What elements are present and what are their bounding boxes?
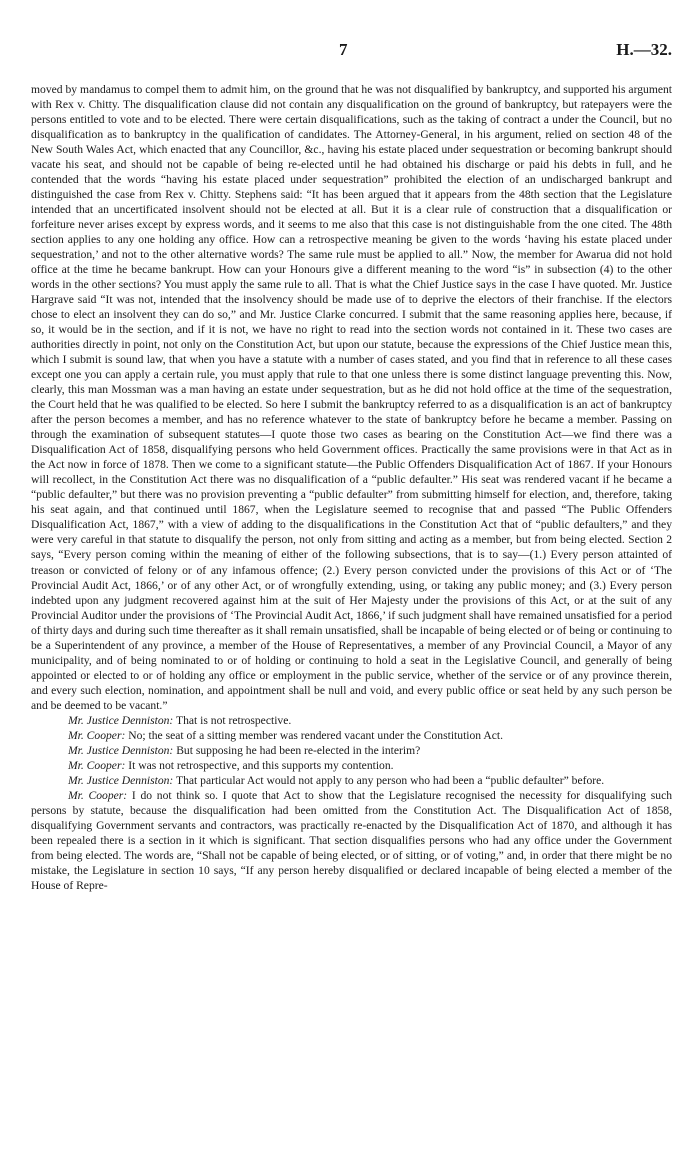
page-header bbox=[0, 40, 700, 66]
body-text bbox=[31, 82, 672, 893]
paragraph-text: I do not think so. I quote that Act to show that the Legislature recognised the necessity for disqualifying such persons by statute, because the disqualification had been omitted from the Constitution Act. The Disqualification Act of 1858, disqualifying Government servants and contractors, was practically re-enacted by the Disqualification Act of 1870, and although it has been repealed there is a section in it which is significant. That section disqualifies persons who had any office under the Government from being elected. The words are, “Shall not be capable of being elected, or of sitting, or of voting,” and, in order that there might be no mistake, the Legislature in section 10 says, “If any person hereby disqualified or declared incapable of being elected a member of the House of Repre- bbox=[31, 788, 673, 892]
paragraph-argument bbox=[31, 82, 672, 713]
paragraph-text: No; the seat of a sitting member was rendered vacant under the Constitution Act. bbox=[128, 728, 503, 742]
speaker-name: Mr. Justice Denniston: bbox=[68, 773, 174, 787]
paragraph-text: That is not retrospective. bbox=[176, 713, 292, 727]
paragraph-exchange bbox=[31, 788, 672, 893]
paragraph-exchange bbox=[31, 773, 672, 788]
paragraph-exchange bbox=[31, 728, 672, 743]
paragraph-text: moved by mandamus to compel them to admit him, on the ground that he was not disqualified by bankruptcy, and supported his argument with Rex v. Chitty. The disqualification clause did not contain any disqualification on the ground of bankruptcy, but ratepayers were the persons entitled to vote and to be elected. There were certain disqualifications, such as the taking of contract a under the Council, but no disqualification as to bankruptcy in the qualification of candidates. The Attorney-General, in his argument, relied on section 48 of the New South Wales Act, which enacted that any Councillor, &c., having his estate placed under sequestration or becoming bankrupt should vacate his seat, and should not be capable of being re-elected until he had obtained his discharge or paid his debts in full, and he contended that the words “having his estate placed under sequestration” prohibited the election of an undischarged bankrupt and distinguished the case from Rex v. Chitty. Stephens said: “It has been argued that it appears from the 48th section that the Legislature intended that an uncertificated insolvent should not be elected at all. But it is a clear rule of construction that a disqualification or forfeiture never arises except by express words, and it seems to me also that this case is not distinguishable from the one cited. The 48th section applies to any one holding any office. How can a retrospective meaning be given to the words ‘having his estate placed under sequestration,’ and not to the other alternative words? The same rule must be applied to all.” Now, the member for Awarua did not hold office at the time he became bankrupt. How can your Honours give a different meaning to the word “is” in subsection (4) to the other words in the other sections? You must apply the same rule to all. That is what the Chief Justice says in the case I have quoted. Mr. Justice Hargrave said “It was not, intended that the insolvency should be made use of to deprive the electors of their franchise. If the electors chose to elect an insolvent they can do so,” and Mr. Justice Clarke concurred. I submit that the same reasoning applies here, because, if so, it would be in the section, and if it is not, we have no right to read into the section words not contained in it. These two cases are authorities directly in point, not only on the Constitution Act, but upon our statute, because the expressions of the Chief Justice mean this, which I submit is sound law, that when you have a statute with a number of cases stated, and you find that in reference to all these cases except one you can apply a certain rule, you must apply that rule to that one unless there is some distinct language preventing this. Now, clearly, this man Mossman was a man having an estate under sequestration, but as he did not hold office at the time of the sequestration, the Court held that he was qualified to be elected. So here I submit the bankruptcy referred to as a disqualification is an act of bankruptcy after the person becomes a member, and has no reference whatever to the state of bankruptcy before he became a member. Passing on through the examination of subsequent statutes—I quote those two cases as bearing on the Constitution Act—we find there was a Disqualification Act of 1858, disqualifying persons who held Government offices. Practically the same provisions were in that Act as in the Act now in force of 1878. Then we come to a significant statute—the Public Offenders Disqualification Act of 1867. If your Honours will recollect, in the Constitution Act there was no disqualification of a “public defaulter.” His seat was rendered vacant if he became a “public defaulter,” but there was no provision preventing a “public defaulter” from submitting himself for election, and, therefore, taking his seat again, and that continued until 1867, when the Legislature seemed to recognise that and passed “The Public Offenders Disqualification Act, 1867,” with a view of adding to the disqualifications in the Constitution Act that of “public defaulters,” and they were very careful in that statute to disqualify the person, not only from sitting and acting as a member, but from being elected. Section 2 says, “Every person coming within the meaning of either of the following subsections, that is to say—(1.) Every person attainted of treason or convicted of felony or of any infamous offence; (2.) Every person convicted under the provisions of this Act or of ‘The Provincial Audit Act, 1866,’ or of any other Act, or of wrongfully extending, using, or taking any public money; and (3.) Every person indebted upon any judgment recovered against him at the suit of Her Majesty under the provisions of this Act, or at the suit of any Provincial Auditor under the provisions of ‘The Provincial Audit Act, 1866,’ if such judgment shall have remained unsatisfied for a period of thirty days and during such time thereafter as it shall remain unsatisfied, shall be incapable of being elected or of being or continuing to be a Superintendent of any province, a member of the House of Representatives, a member of any Provincial Council, a Mayor of any municipality, and of being nominated to or of holding or continuing to hold a seat in the Legislative Council, and generally of being appointed or elected to or of holding any office or employment in the public service, whether of the service or of any province therein, and every such election, nomination, and appointment shall be null and void, and every public office or seat held by any such person be and be deemed to be vacant.” bbox=[31, 83, 673, 712]
speaker-name: Mr. Cooper: bbox=[68, 728, 126, 742]
speaker-name: Mr. Cooper: bbox=[68, 788, 128, 802]
paragraph-text: But supposing he had been re-elected in the interim? bbox=[176, 743, 421, 757]
paragraph-text: That particular Act would not apply to any person who had been a “public defaulter” before. bbox=[176, 773, 605, 787]
paragraph-text: It was not retrospective, and this supports my contention. bbox=[128, 758, 394, 772]
document-reference: H.—32. bbox=[616, 40, 672, 59]
speaker-name: Mr. Cooper: bbox=[68, 758, 126, 772]
paragraph-exchange bbox=[31, 713, 672, 728]
paragraph-exchange bbox=[31, 743, 672, 758]
page-number: 7 bbox=[339, 40, 348, 59]
speaker-name: Mr. Justice Denniston: bbox=[68, 743, 174, 757]
paragraph-exchange bbox=[31, 758, 672, 773]
speaker-name: Mr. Justice Denniston: bbox=[68, 713, 174, 727]
